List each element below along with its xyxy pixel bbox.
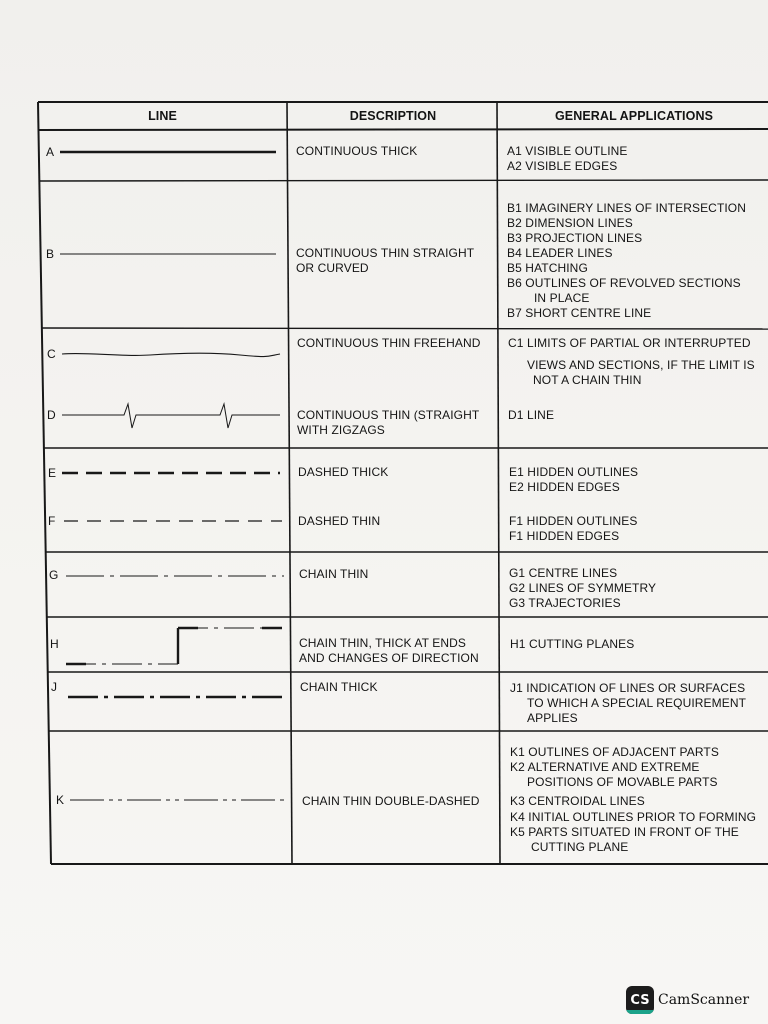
application-e1: E1 HIDDEN OUTLINES xyxy=(509,465,639,479)
description-e: DASHED THICK xyxy=(298,465,389,479)
description-k: CHAIN THIN DOUBLE-DASHED xyxy=(302,794,480,808)
row-label-e: E xyxy=(48,466,57,480)
application-f1: F1 HIDDEN OUTLINES xyxy=(509,514,638,528)
application-j1-cont2: APPLIES xyxy=(527,711,578,725)
application-c1: C1 LIMITS OF PARTIAL OR INTERRUPTED xyxy=(508,336,751,350)
description-f: DASHED THIN xyxy=(298,514,381,528)
header-description: DESCRIPTION xyxy=(349,109,437,123)
application-d1: D1 LINE xyxy=(508,408,555,422)
application-b5: B5 HATCHING xyxy=(507,261,588,275)
application-k5: K5 PARTS SITUATED IN FRONT OF THE xyxy=(510,825,739,839)
column-divider-1 xyxy=(287,102,292,864)
line-sample-c xyxy=(62,353,280,356)
application-k5-cont: CUTTING PLANE xyxy=(531,840,629,854)
camscanner-name: CamScanner xyxy=(658,992,750,1008)
row-label-h: H xyxy=(50,637,59,651)
line-sample-h xyxy=(66,628,282,664)
application-c1-cont1: VIEWS AND SECTIONS, IF THE LIMIT IS xyxy=(527,358,755,372)
application-k1: K1 OUTLINES OF ADJACENT PARTS xyxy=(510,745,719,759)
application-h1: H1 CUTTING PLANES xyxy=(510,637,635,651)
application-b6-cont: IN PLACE xyxy=(534,291,590,305)
application-k4: K4 INITIAL OUTLINES PRIOR TO FORMING xyxy=(510,810,757,824)
row-label-d: D xyxy=(47,408,56,422)
description-b-line2: OR CURVED xyxy=(296,261,369,275)
row-label-f: F xyxy=(48,514,56,528)
description-d-line1: CONTINUOUS THIN (STRAIGHT xyxy=(297,408,480,422)
description-b-line1: CONTINUOUS THIN STRAIGHT xyxy=(296,246,475,260)
header-bottom-rule xyxy=(38,129,768,130)
description-a: CONTINUOUS THICK xyxy=(296,144,418,158)
application-b2: B2 DIMENSION LINES xyxy=(507,216,633,230)
application-e2: E2 HIDDEN EDGES xyxy=(509,480,620,494)
description-d-line2: WITH ZIGZAGS xyxy=(297,423,385,437)
description-h-line2: AND CHANGES OF DIRECTION xyxy=(299,651,479,665)
row-label-k: K xyxy=(56,793,65,807)
application-k2-cont: POSITIONS OF MOVABLE PARTS xyxy=(527,775,718,789)
application-k3: K3 CENTROIDAL LINES xyxy=(510,794,645,808)
header-applications: GENERAL APPLICATIONS xyxy=(554,109,714,123)
application-c1-cont2: NOT A CHAIN THIN xyxy=(533,373,642,387)
line-sample-d xyxy=(62,404,280,428)
camscanner-watermark xyxy=(626,986,749,1014)
row-rule-b xyxy=(41,328,768,329)
description-h-line1: CHAIN THIN, THICK AT ENDS xyxy=(299,636,466,650)
row-rule-a xyxy=(40,180,768,181)
application-g3: G3 TRAJECTORIES xyxy=(509,596,621,610)
application-g1: G1 CENTRE LINES xyxy=(509,566,618,580)
application-b7: B7 SHORT CENTRE LINE xyxy=(507,306,652,320)
application-j1: J1 INDICATION OF LINES OR SURFACES xyxy=(510,681,746,695)
application-j1-cont1: TO WHICH A SPECIAL REQUIREMENT xyxy=(527,696,747,710)
row-label-a: A xyxy=(46,145,55,159)
camscanner-logo-icon: CS xyxy=(626,986,654,1014)
row-label-g: G xyxy=(49,568,59,582)
application-b4: B4 LEADER LINES xyxy=(507,246,613,260)
description-c: CONTINUOUS THIN FREEHAND xyxy=(297,336,481,350)
application-k2: K2 ALTERNATIVE AND EXTREME xyxy=(510,760,700,774)
row-label-j: J xyxy=(51,680,58,694)
application-f1-edges: F1 HIDDEN EDGES xyxy=(509,529,620,543)
row-label-b: B xyxy=(46,247,55,261)
application-g2: G2 LINES OF SYMMETRY xyxy=(509,581,657,595)
table-outer-left xyxy=(38,102,51,864)
row-label-c: C xyxy=(47,347,56,361)
application-b3: B3 PROJECTION LINES xyxy=(507,231,643,245)
application-b1: B1 IMAGINERY LINES OF INTERSECTION xyxy=(507,201,747,215)
header-line: LINE xyxy=(148,109,177,123)
application-a2: A2 VISIBLE EDGES xyxy=(507,159,618,173)
application-a1: A1 VISIBLE OUTLINE xyxy=(507,144,628,158)
column-divider-2 xyxy=(497,102,500,864)
description-g: CHAIN THIN xyxy=(299,567,369,581)
application-b6: B6 OUTLINES OF REVOLVED SECTIONS xyxy=(507,276,741,290)
description-j: CHAIN THICK xyxy=(300,680,378,694)
